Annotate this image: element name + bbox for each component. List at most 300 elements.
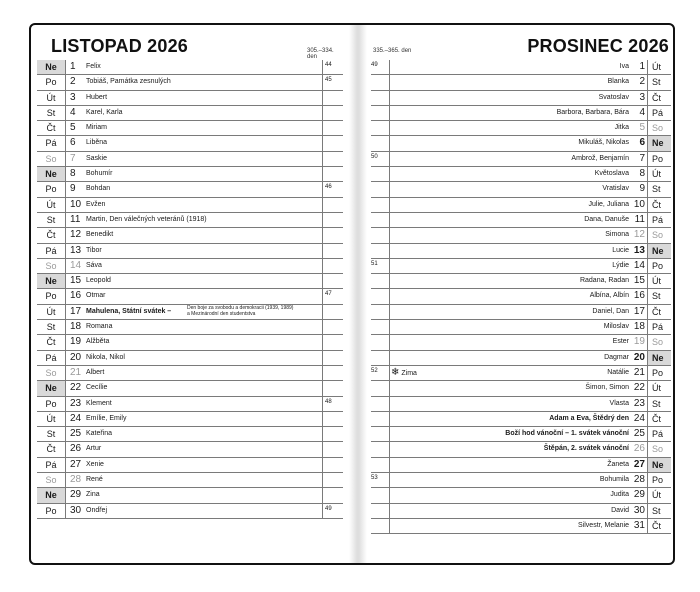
day-number: 4 — [639, 106, 645, 118]
day-row — [371, 320, 671, 335]
season-label: Zima — [401, 369, 417, 377]
day-list — [37, 60, 343, 519]
week-number — [371, 488, 390, 502]
week-number — [322, 167, 342, 181]
day-number: 26 — [70, 443, 82, 455]
day-number: 18 — [633, 321, 645, 333]
week-number — [371, 335, 390, 349]
week-number — [371, 305, 390, 319]
week-number — [371, 320, 390, 334]
weekday: St — [647, 289, 671, 303]
day-row — [37, 366, 343, 381]
nameday: Xenie — [86, 460, 104, 468]
nameday: Zina — [86, 491, 100, 499]
weekday: So — [37, 473, 66, 487]
nameday: Martin, Den válečných veteránů (1918) — [86, 215, 207, 223]
day-row — [37, 397, 343, 412]
weekday: Pá — [647, 106, 671, 120]
nameday: Simona — [605, 231, 629, 239]
weekday: Pá — [37, 351, 66, 365]
week-number — [322, 106, 342, 120]
day-number: 27 — [70, 458, 82, 470]
nameday: Hubert — [86, 93, 108, 101]
week-number: 52 — [371, 366, 390, 380]
nameday: Silvestr, Melanie — [578, 521, 629, 529]
nameday: Artur — [86, 445, 102, 453]
nameday: Jitka — [614, 124, 629, 132]
nameday: Barbora, Barbara, Bára — [556, 108, 629, 116]
day-number: 13 — [633, 244, 645, 256]
weekday: Po — [647, 473, 671, 487]
weekday: Út — [647, 167, 671, 181]
day-row — [371, 60, 671, 75]
nameday: Svatoslav — [598, 93, 629, 101]
day-row — [37, 136, 343, 151]
day-number: 26 — [633, 443, 645, 455]
day-number: 22 — [70, 382, 82, 394]
day-list — [371, 60, 671, 534]
week-number — [322, 259, 342, 273]
day-row — [371, 289, 671, 304]
weekday: Čt — [647, 412, 671, 426]
day-row — [37, 198, 343, 213]
weekday: St — [647, 504, 671, 518]
week-number — [371, 213, 390, 227]
weekday: Po — [37, 504, 66, 518]
snowflake-icon: ❄ — [391, 366, 400, 378]
holiday-note: Den boje za svobodu a demokracii (1939, 1989) a Mezinárodní den studentstva — [187, 304, 294, 317]
nameday: Natálie — [607, 368, 629, 376]
day-row — [371, 504, 671, 519]
weekday: St — [37, 213, 66, 227]
week-number — [322, 412, 342, 426]
day-row — [371, 228, 671, 243]
day-row — [37, 213, 343, 228]
weekday: Ne — [647, 136, 671, 150]
day-number: 3 — [70, 91, 76, 103]
weekday: So — [37, 152, 66, 166]
weekday: Út — [37, 198, 66, 212]
weekday: Ne — [37, 381, 66, 395]
day-row — [371, 91, 671, 106]
day-number: 18 — [70, 321, 82, 333]
day-row — [371, 136, 671, 151]
day-number: 28 — [70, 474, 82, 486]
weekday: Čt — [647, 305, 671, 319]
day-row — [371, 213, 671, 228]
weekday: Út — [647, 60, 671, 74]
weekday: St — [647, 75, 671, 89]
nameday: Šimon, Simon — [585, 384, 629, 392]
day-row — [371, 412, 671, 427]
week-number — [371, 121, 390, 135]
day-row — [371, 274, 671, 289]
nameday: Romana — [86, 323, 113, 331]
day-row — [371, 259, 671, 274]
day-number: 8 — [639, 168, 645, 180]
week-number: 50 — [371, 152, 390, 166]
day-row — [37, 381, 343, 396]
day-number: 14 — [633, 259, 645, 271]
nameday: Sáva — [86, 261, 102, 269]
weekday: Ne — [37, 488, 66, 502]
weekday: Po — [37, 397, 66, 411]
nameday: Judita — [610, 491, 629, 499]
week-number: 51 — [371, 259, 390, 273]
week-number: 48 — [322, 397, 342, 411]
nameday: Štěpán, 2. svátek vánoční — [543, 445, 629, 453]
day-number: 29 — [70, 489, 82, 501]
day-row — [37, 412, 343, 427]
day-number: 16 — [70, 290, 82, 302]
nameday: Klement — [86, 399, 112, 407]
day-number: 10 — [633, 198, 645, 210]
day-number: 30 — [70, 504, 82, 516]
weekday: Pá — [37, 244, 66, 258]
nameday: Miriam — [86, 124, 107, 132]
weekday: Út — [37, 412, 66, 426]
weekday: Út — [37, 305, 66, 319]
day-number: 17 — [70, 305, 82, 317]
day-row — [37, 289, 343, 304]
weekday: St — [37, 106, 66, 120]
day-number: 1 — [639, 61, 645, 72]
weekday: St — [37, 320, 66, 334]
day-number: 3 — [639, 91, 645, 103]
weekday: Ne — [37, 167, 66, 181]
weekday: Út — [647, 381, 671, 395]
weekday: Po — [37, 75, 66, 89]
weekday: Út — [37, 91, 66, 105]
day-number: 24 — [633, 412, 645, 424]
nameday: Adam a Eva, Štědrý den — [549, 414, 629, 422]
weekday: Čt — [647, 198, 671, 212]
week-number — [322, 351, 342, 365]
day-number: 20 — [70, 351, 82, 363]
day-row — [371, 366, 671, 381]
weekday: Pá — [37, 136, 66, 150]
day-row — [371, 519, 671, 534]
day-row — [37, 244, 343, 259]
day-row — [37, 305, 343, 320]
nameday: Karel, Karla — [86, 108, 123, 116]
day-row — [37, 259, 343, 274]
weekday: Po — [647, 152, 671, 166]
weekday: Čt — [37, 442, 66, 456]
day-row — [371, 106, 671, 121]
day-number: 7 — [70, 152, 76, 164]
week-number — [371, 289, 390, 303]
nameday: Albert — [86, 368, 105, 376]
week-number — [371, 504, 390, 518]
day-row — [371, 182, 671, 197]
day-number: 4 — [70, 106, 76, 118]
day-number: 21 — [70, 366, 82, 378]
nameday: Tibor — [86, 246, 102, 254]
day-row — [37, 351, 343, 366]
week-number — [371, 519, 390, 533]
day-number: 5 — [639, 122, 645, 134]
day-number: 17 — [633, 305, 645, 317]
nameday: Lýdie — [612, 261, 629, 269]
day-row — [37, 488, 343, 503]
week-number — [371, 442, 390, 456]
nameday: Mikuláš, Nikolas — [578, 139, 629, 147]
nameday: Liběna — [86, 139, 108, 147]
week-number — [371, 106, 390, 120]
weekday: So — [647, 121, 671, 135]
nameday: Květoslava — [594, 170, 629, 178]
day-row — [37, 228, 343, 243]
day-row — [37, 335, 343, 350]
day-number: 9 — [639, 183, 645, 195]
week-number — [322, 121, 342, 135]
nameday: Iva — [619, 63, 629, 70]
nameday: Evžen — [86, 200, 106, 208]
page-fold — [349, 25, 367, 563]
week-number — [322, 274, 342, 288]
day-row — [37, 75, 343, 90]
week-number — [371, 198, 390, 212]
day-number: 20 — [633, 351, 645, 363]
week-number — [322, 244, 342, 258]
week-number — [322, 305, 342, 319]
day-row — [371, 121, 671, 136]
right-page-header — [371, 25, 671, 60]
nameday: Miloslav — [603, 323, 629, 331]
day-row — [371, 167, 671, 182]
day-row — [371, 305, 671, 320]
day-row — [371, 351, 671, 366]
day-number: 6 — [70, 137, 76, 149]
nameday: Mahulena, Státní svátek – — [86, 307, 172, 315]
day-number: 13 — [70, 244, 82, 256]
day-number: 31 — [633, 519, 645, 531]
week-number: 53 — [371, 473, 390, 487]
nameday: Otmar — [86, 292, 106, 300]
weekday: Čt — [37, 121, 66, 135]
week-number — [322, 91, 342, 105]
weekday: Út — [647, 488, 671, 502]
weekday: Čt — [37, 228, 66, 242]
weekday: Čt — [37, 335, 66, 349]
left-page-header — [37, 25, 343, 60]
day-number: 19 — [70, 336, 82, 348]
week-number: 49 — [371, 60, 390, 74]
day-number: 7 — [639, 152, 645, 164]
weekday: Čt — [647, 519, 671, 533]
nameday: Saskie — [86, 154, 108, 162]
week-number — [322, 458, 342, 472]
weekday: Pá — [647, 320, 671, 334]
weekday: St — [647, 182, 671, 196]
nameday: Blanka — [607, 78, 629, 86]
weekday: Po — [37, 289, 66, 303]
day-row — [371, 198, 671, 213]
week-number — [322, 228, 342, 242]
nameday: Boží hod vánoční – 1. svátek vánoční — [505, 430, 629, 438]
day-row — [37, 91, 343, 106]
week-number — [322, 198, 342, 212]
nameday: Ester — [612, 338, 629, 346]
week-number — [322, 442, 342, 456]
week-number — [322, 473, 342, 487]
weekday: Pá — [37, 458, 66, 472]
week-number — [371, 182, 390, 196]
nameday: Bohdan — [86, 185, 111, 193]
weekday: Ne — [37, 60, 66, 74]
day-number: 24 — [70, 412, 82, 424]
day-number: 1 — [70, 61, 76, 72]
day-row — [37, 442, 343, 457]
weekday: Út — [647, 274, 671, 288]
weekday: Po — [647, 366, 671, 380]
nameday: Emílie, Emily — [86, 414, 127, 422]
nameday: Vratislav — [602, 185, 629, 193]
nameday: Bohumír — [86, 170, 113, 178]
day-row — [371, 381, 671, 396]
week-number — [371, 228, 390, 242]
day-row — [37, 182, 343, 197]
weekday: So — [647, 442, 671, 456]
nameday: Lucie — [612, 246, 629, 254]
week-number — [322, 320, 342, 334]
day-number: 27 — [633, 458, 645, 470]
nameday: Žaneta — [607, 460, 629, 468]
nameday: Bohumila — [599, 476, 629, 484]
day-range: 305.–334. den — [307, 48, 334, 60]
day-row — [37, 106, 343, 121]
week-number — [371, 412, 390, 426]
nameday: Dana, Danuše — [584, 215, 629, 223]
day-row — [371, 75, 671, 90]
day-number: 6 — [639, 137, 645, 149]
nameday: Dagmar — [604, 353, 629, 361]
week-number — [322, 213, 342, 227]
week-number — [371, 274, 390, 288]
day-row — [37, 152, 343, 167]
day-number: 10 — [70, 198, 82, 210]
day-row — [37, 473, 343, 488]
month-title: PROSINEC 2026 — [527, 36, 669, 56]
day-number: 15 — [70, 275, 82, 287]
day-number: 14 — [70, 259, 82, 271]
week-number — [371, 167, 390, 181]
day-row — [371, 397, 671, 412]
weekday: So — [647, 335, 671, 349]
nameday: Cecílie — [86, 384, 108, 392]
day-number: 25 — [70, 428, 82, 440]
weekday: So — [37, 366, 66, 380]
week-number: 45 — [322, 75, 342, 89]
week-number — [371, 351, 390, 365]
nameday: Ambrož, Benjamín — [571, 154, 629, 162]
day-row — [37, 274, 343, 289]
day-number: 19 — [633, 336, 645, 348]
nameday: Benedikt — [86, 231, 114, 239]
day-number: 8 — [70, 168, 76, 180]
week-number — [322, 427, 342, 441]
day-number: 12 — [70, 229, 82, 241]
day-number: 11 — [634, 213, 645, 225]
week-number — [322, 335, 342, 349]
nameday: René — [86, 476, 103, 484]
day-row — [37, 60, 343, 75]
right-page — [371, 25, 671, 563]
month-title: LISTOPAD 2026 — [51, 36, 188, 56]
nameday: Kateřina — [86, 430, 113, 438]
weekday: Čt — [647, 91, 671, 105]
day-row — [37, 167, 343, 182]
week-number: 44 — [322, 60, 342, 74]
week-number — [371, 381, 390, 395]
day-row — [371, 458, 671, 473]
week-number: 47 — [322, 289, 342, 303]
day-row — [371, 335, 671, 350]
weekday: Ne — [647, 244, 671, 258]
day-number: 11 — [70, 213, 81, 225]
day-number: 29 — [633, 489, 645, 501]
day-number: 22 — [633, 382, 645, 394]
weekday: St — [647, 397, 671, 411]
day-number: 12 — [633, 229, 645, 241]
weekday: So — [37, 259, 66, 273]
weekday: St — [37, 427, 66, 441]
week-number: 49 — [322, 504, 342, 518]
weekday: Po — [647, 259, 671, 273]
day-number: 28 — [633, 474, 645, 486]
day-number: 9 — [70, 183, 76, 195]
day-row — [37, 458, 343, 473]
week-number — [322, 488, 342, 502]
day-row — [371, 152, 671, 167]
day-number: 2 — [70, 76, 76, 88]
nameday: Felix — [86, 63, 101, 70]
week-number — [371, 75, 390, 89]
nameday: Daniel, Dan — [592, 307, 629, 315]
week-number — [322, 381, 342, 395]
weekday: Ne — [37, 274, 66, 288]
nameday: Nikola, Nikol — [86, 353, 125, 361]
nameday: Leopold — [86, 277, 111, 285]
week-number — [371, 244, 390, 258]
day-row — [371, 488, 671, 503]
day-row — [37, 320, 343, 335]
week-number — [371, 136, 390, 150]
day-row — [37, 504, 343, 519]
day-row — [37, 121, 343, 136]
day-number: 30 — [633, 504, 645, 516]
weekday: So — [647, 228, 671, 242]
week-number — [371, 427, 390, 441]
day-range: 335.–365. den — [373, 48, 412, 54]
day-number: 15 — [633, 275, 645, 287]
weekday: Ne — [647, 458, 671, 472]
day-row — [371, 427, 671, 442]
nameday: David — [611, 506, 629, 514]
day-row — [371, 473, 671, 488]
day-number: 21 — [633, 366, 645, 378]
nameday: Radana, Radan — [579, 277, 629, 285]
nameday: Tobiáš, Památka zesnulých — [86, 78, 171, 86]
week-number — [322, 366, 342, 380]
nameday: Ondřej — [86, 506, 108, 514]
week-number: 46 — [322, 182, 342, 196]
week-number — [371, 91, 390, 105]
weekday: Ne — [647, 351, 671, 365]
day-number: 16 — [633, 290, 645, 302]
day-number: 2 — [639, 76, 645, 88]
